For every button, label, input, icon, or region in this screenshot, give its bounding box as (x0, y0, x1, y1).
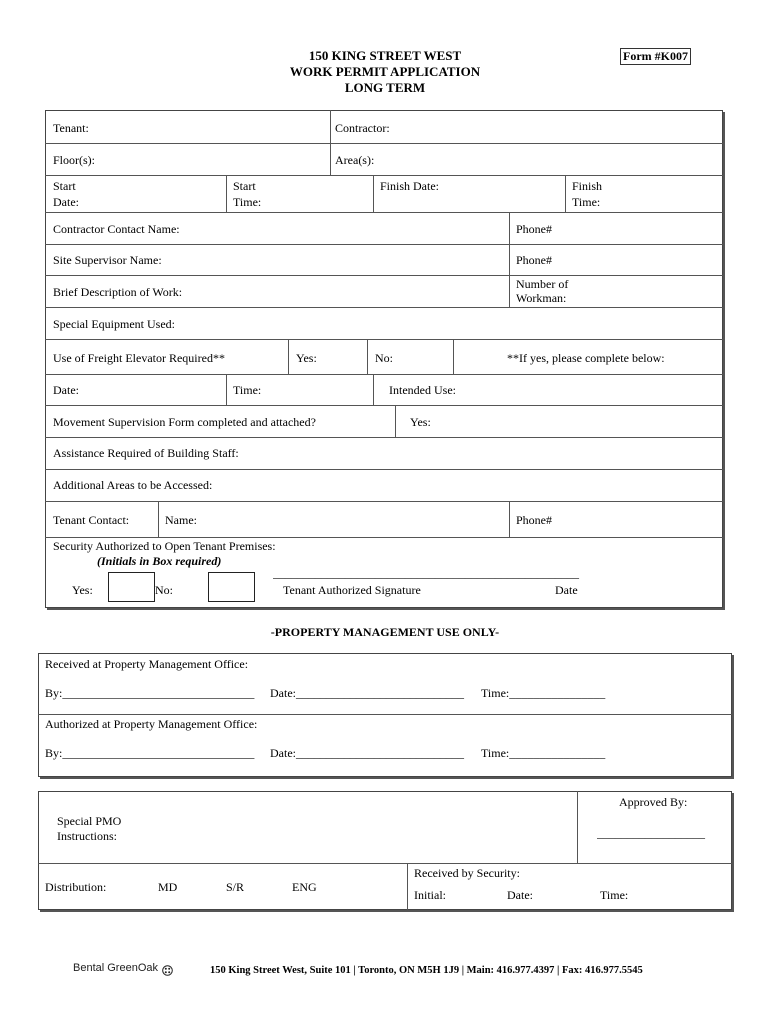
phone-field-3[interactable] (560, 504, 718, 535)
movement-yes-label: Yes: (410, 415, 431, 429)
header-line-3: LONG TERM (344, 80, 426, 95)
pm-received-by[interactable]: By:________________________________ (45, 686, 255, 700)
pm-received-date[interactable]: Date:____________________________ (270, 686, 464, 700)
start-date-label-2: Date: (53, 195, 79, 209)
intended-use-field[interactable] (465, 377, 718, 403)
freight-yes-label: Yes: (296, 351, 317, 365)
signature-line[interactable]: ___________________________________________________ (273, 566, 579, 580)
footer-logo (73, 962, 173, 974)
security-yes-initial-box[interactable] (108, 572, 155, 602)
freight-elevator-label: Use of Freight Elevator Required** (53, 351, 225, 365)
workman-label-2: Workman: (516, 291, 567, 305)
distribution-eng: ENG (292, 880, 317, 894)
special-pmo-field[interactable] (135, 795, 573, 859)
movement-supervision-label: Movement Supervision Form completed and attached? (53, 415, 316, 429)
contractor-contact-field[interactable] (190, 215, 505, 242)
elevator-date-field[interactable] (85, 377, 222, 403)
workman-label-1: Number of (516, 277, 569, 291)
phone-label-3: Phone# (516, 513, 552, 527)
pm-authorized-date[interactable]: Date:____________________________ (270, 746, 464, 760)
start-time-label-2: Time: (233, 195, 262, 209)
tenant-contact-label: Tenant Contact: (53, 513, 130, 527)
phone-label-1: Phone# (516, 222, 552, 236)
movement-yes-field[interactable] (440, 408, 718, 435)
pm-authorized-time[interactable]: Time:________________ (481, 746, 606, 760)
areas-field[interactable] (385, 146, 718, 173)
brief-description-field[interactable] (195, 278, 505, 305)
finish-time-field[interactable] (610, 178, 718, 210)
pm-received-label: Received at Property Management Office: (45, 657, 249, 671)
pm-authorized-by[interactable]: By:________________________________ (45, 746, 255, 760)
form-number: Form #K007 (620, 48, 691, 65)
start-date-label-1: Start (53, 179, 76, 193)
phone-label-2: Phone# (516, 253, 552, 267)
security-authorized-label: Security Authorized to Open Tenant Premises: (53, 539, 276, 553)
security-no-label: No: (155, 583, 173, 597)
finish-date-field[interactable] (450, 178, 560, 210)
distribution-label: Distribution: (45, 880, 107, 894)
phone-field-2[interactable] (560, 247, 718, 273)
brief-description-label: Brief Description of Work: (53, 285, 183, 299)
assistance-field[interactable] (255, 440, 718, 467)
tenant-label: Tenant: (53, 121, 89, 135)
received-security-label: Received by Security: (414, 866, 520, 880)
if-yes-note: **If yes, please complete below: (507, 351, 665, 365)
additional-areas-field[interactable] (228, 472, 718, 499)
start-time-field[interactable] (270, 178, 370, 210)
freight-no-field[interactable] (396, 342, 450, 372)
contractor-field[interactable] (400, 113, 718, 141)
tenant-signature-label: Tenant Authorized Signature (283, 583, 421, 597)
special-equipment-label: Special Equipment Used: (53, 317, 175, 331)
security-no-initial-box[interactable] (208, 572, 255, 602)
pm-received-time[interactable]: Time:________________ (481, 686, 606, 700)
signature-date-label: Date (555, 583, 578, 597)
intended-use-label: Intended Use: (389, 383, 456, 397)
special-equipment-field[interactable] (185, 310, 718, 337)
additional-areas-label: Additional Areas to be Accessed: (53, 478, 213, 492)
areas-label: Area(s): (335, 153, 375, 167)
start-time-label-1: Start (233, 179, 256, 193)
start-date-field[interactable] (90, 178, 222, 210)
security-time-label: Time: (600, 888, 629, 902)
contractor-label: Contractor: (335, 121, 390, 135)
distribution-sr: S/R (226, 880, 245, 894)
special-pmo-label-2: Instructions: (57, 829, 117, 843)
elevator-date-label: Date: (53, 383, 79, 397)
footer-address: 150 King Street West, Suite 101 | Toronto, ON M5H 1J9 | Main: 416.977.4397 | Fax: 416.977.5545 (210, 965, 643, 976)
distribution-md: MD (158, 880, 178, 894)
footer-logo-text: Bental GreenOak (73, 962, 158, 974)
approved-by-label: Approved By: (619, 795, 688, 809)
phone-field-1[interactable] (560, 215, 718, 242)
tenant-name-label: Name: (165, 513, 197, 527)
contractor-contact-label: Contractor Contact Name: (53, 222, 180, 236)
pm-section-title: -PROPERTY MANAGEMENT USE ONLY- (270, 625, 500, 639)
pm-authorized-label: Authorized at Property Management Office: (45, 717, 258, 731)
site-supervisor-label: Site Supervisor Name: (53, 253, 162, 267)
initials-note: (Initials in Box required) (97, 554, 222, 568)
workman-field[interactable] (580, 278, 718, 305)
security-initial-label: Initial: (414, 888, 446, 902)
floors-field[interactable] (105, 146, 325, 173)
tenant-field[interactable] (100, 113, 326, 141)
freight-no-label: No: (375, 351, 393, 365)
tenant-name-field[interactable] (205, 504, 505, 535)
floors-label: Floor(s): (53, 153, 95, 167)
logo-mark-icon (162, 963, 173, 974)
security-yes-label: Yes: (72, 583, 93, 597)
header-line-2: WORK PERMIT APPLICATION (289, 64, 481, 79)
elevator-time-field[interactable] (265, 377, 370, 403)
finish-time-label-1: Finish (572, 179, 603, 193)
finish-time-label-2: Time: (572, 195, 601, 209)
assistance-label: Assistance Required of Building Staff: (53, 446, 239, 460)
elevator-time-label: Time: (233, 383, 262, 397)
approved-by-line[interactable]: __________________ (597, 826, 705, 840)
finish-date-label: Finish Date: (380, 179, 439, 193)
security-date-label: Date: (507, 888, 533, 902)
header-line-1: 150 KING STREET WEST (308, 48, 462, 63)
special-pmo-label-1: Special PMO (57, 814, 122, 828)
freight-yes-field[interactable] (322, 342, 364, 372)
site-supervisor-field[interactable] (170, 247, 505, 273)
